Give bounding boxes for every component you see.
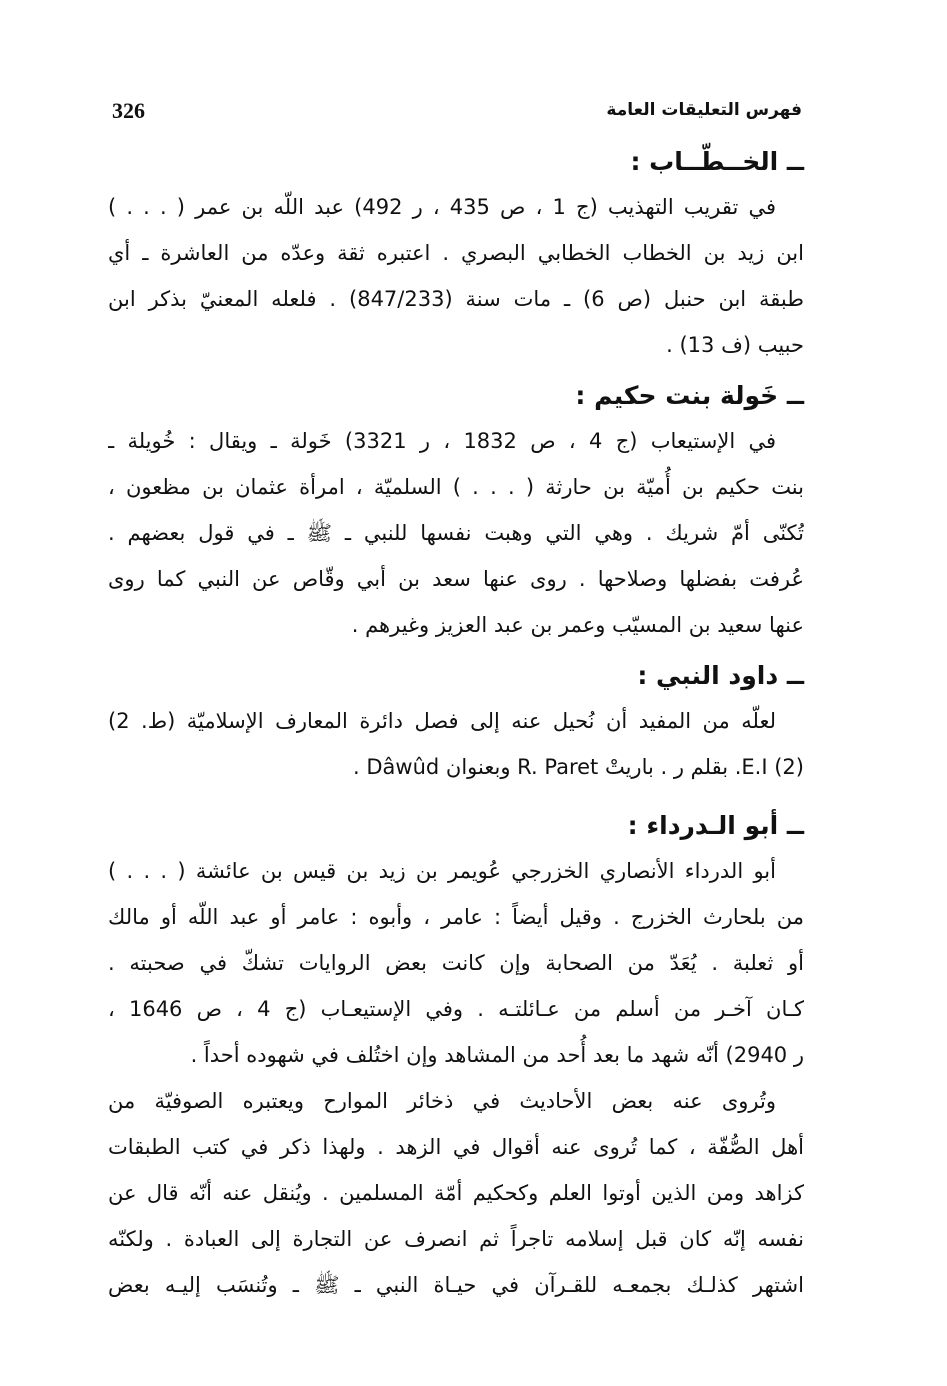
text-line: أو ثعلبة . يُعَدّ من الصحابة وإن كانت بعض الروايات تشكّ في صحبته .: [108, 951, 804, 975]
entry-dawud: [108, 654, 804, 790]
entry-heading: ــ الخــطّــاب :: [630, 147, 804, 176]
text-line: في تقريب التهذيب (ج 1 ، ص 435 ، ر 492) عبد اللّه بن عمر ( . . . ): [108, 195, 777, 219]
text-line: لعلّه من المفيد أن نُحيل عنه إلى فصل دائرة المعارف الإسلاميّة (ط. 2): [108, 709, 776, 733]
text-line: اشتهر كذلـك بجمعـه للقـرآن في حيـاة النبي ـ ﷺ ـ وتُنسَب إليـه بعض: [108, 1273, 804, 1297]
entry-khattab: [108, 140, 804, 368]
entry-body: [108, 184, 804, 368]
text-line: ابن زيد بن الخطاب الخطابي البصري . اعتبره ثقة وعدّه من العاشرة ـ أي: [108, 241, 804, 265]
entry-khawla: [108, 374, 804, 648]
text-line: أبو الدرداء الأنصاري الخزرجي عُويمر بن زيد بن قيس بن عائشة ( . . . ): [108, 859, 776, 883]
text-line: كـان آخـر من أسلم من عـائلتـه . وفي الإستيعـاب (ج 4 ، ص 1646 ،: [108, 997, 804, 1021]
text-line: من بلحارث الخزرج . وقيل أيضاً : عامر ، وأبوه : عامر أو عبد اللّه أو مالك: [108, 905, 804, 929]
text-line: طبقة ابن حنبل (ص 6) ـ مات سنة (847/233) . فلعله المعنيّ بذكر ابن: [108, 287, 804, 311]
text-line: عُرفت بفضلها وصلاحها . روى عنها سعد بن أبي وقّاص عن النبي كما روى: [108, 567, 804, 591]
text-line: ر 2940) أنّه شهد ما بعد أُحد من المشاهد وإن اختُلف في شهوده أحداً .: [190, 1043, 804, 1067]
entry-body: [108, 418, 804, 648]
page-number: 326: [112, 98, 145, 123]
running-title: فهرس التعليقات العامة: [606, 100, 802, 120]
text-line: كزاهد ومن الذين أوتوا العلم وكحكيم أمّة المسلمين . ويُنقل عنه أنّه قال عن: [108, 1181, 804, 1205]
text-line: بنت حكيم بن أُميّة بن حارثة ( . . . ) السلميّة ، امرأة عثمان بن مظعون ،: [108, 475, 804, 499]
text-line: نفسه إنّه كان قبل إسلامه تاجراً ثم انصرف عن التجارة إلى العبادة . ولكنّه: [108, 1227, 804, 1251]
page-header: [112, 98, 802, 130]
entry-body: [108, 698, 804, 790]
page-content: [108, 140, 804, 1308]
text-line: (2) E.I. بقلم ر . باريتْ R. Paret وبعنوان Dâwûd .: [353, 755, 804, 779]
entry-heading: ــ خَولة بنت حكيم :: [575, 381, 804, 410]
entry-heading: ــ داود النبي :: [637, 661, 804, 690]
entry-body: [108, 848, 804, 1308]
text-line: تُكنّى أمّ شريك . وهي التي وهبت نفسها للنبي ـ ﷺ ـ في قول بعضهم .: [108, 521, 804, 545]
text-line: أهل الصُّفّة ، كما تُروى عنه أقوال في الزهد . ولهذا ذكر في كتب الطبقات: [108, 1135, 804, 1159]
text-line: في الإستيعاب (ج 4 ، ص 1832 ، ر 3321) خَولة ـ ويقال : خُويلة ـ: [108, 429, 777, 453]
entry-abu-al-darda: [108, 804, 804, 1308]
text-line: وتُروى عنه بعض الأحاديث في ذخائر الموارح ويعتبره الصوفيّة من: [108, 1089, 776, 1113]
entry-heading: ــ أبو الـدرداء :: [627, 811, 804, 840]
text-line: عنها سعيد بن المسيّب وعمر بن عبد العزيز وغيرهم .: [351, 613, 804, 637]
text-line: حبيب (ف 13) .: [666, 333, 804, 357]
